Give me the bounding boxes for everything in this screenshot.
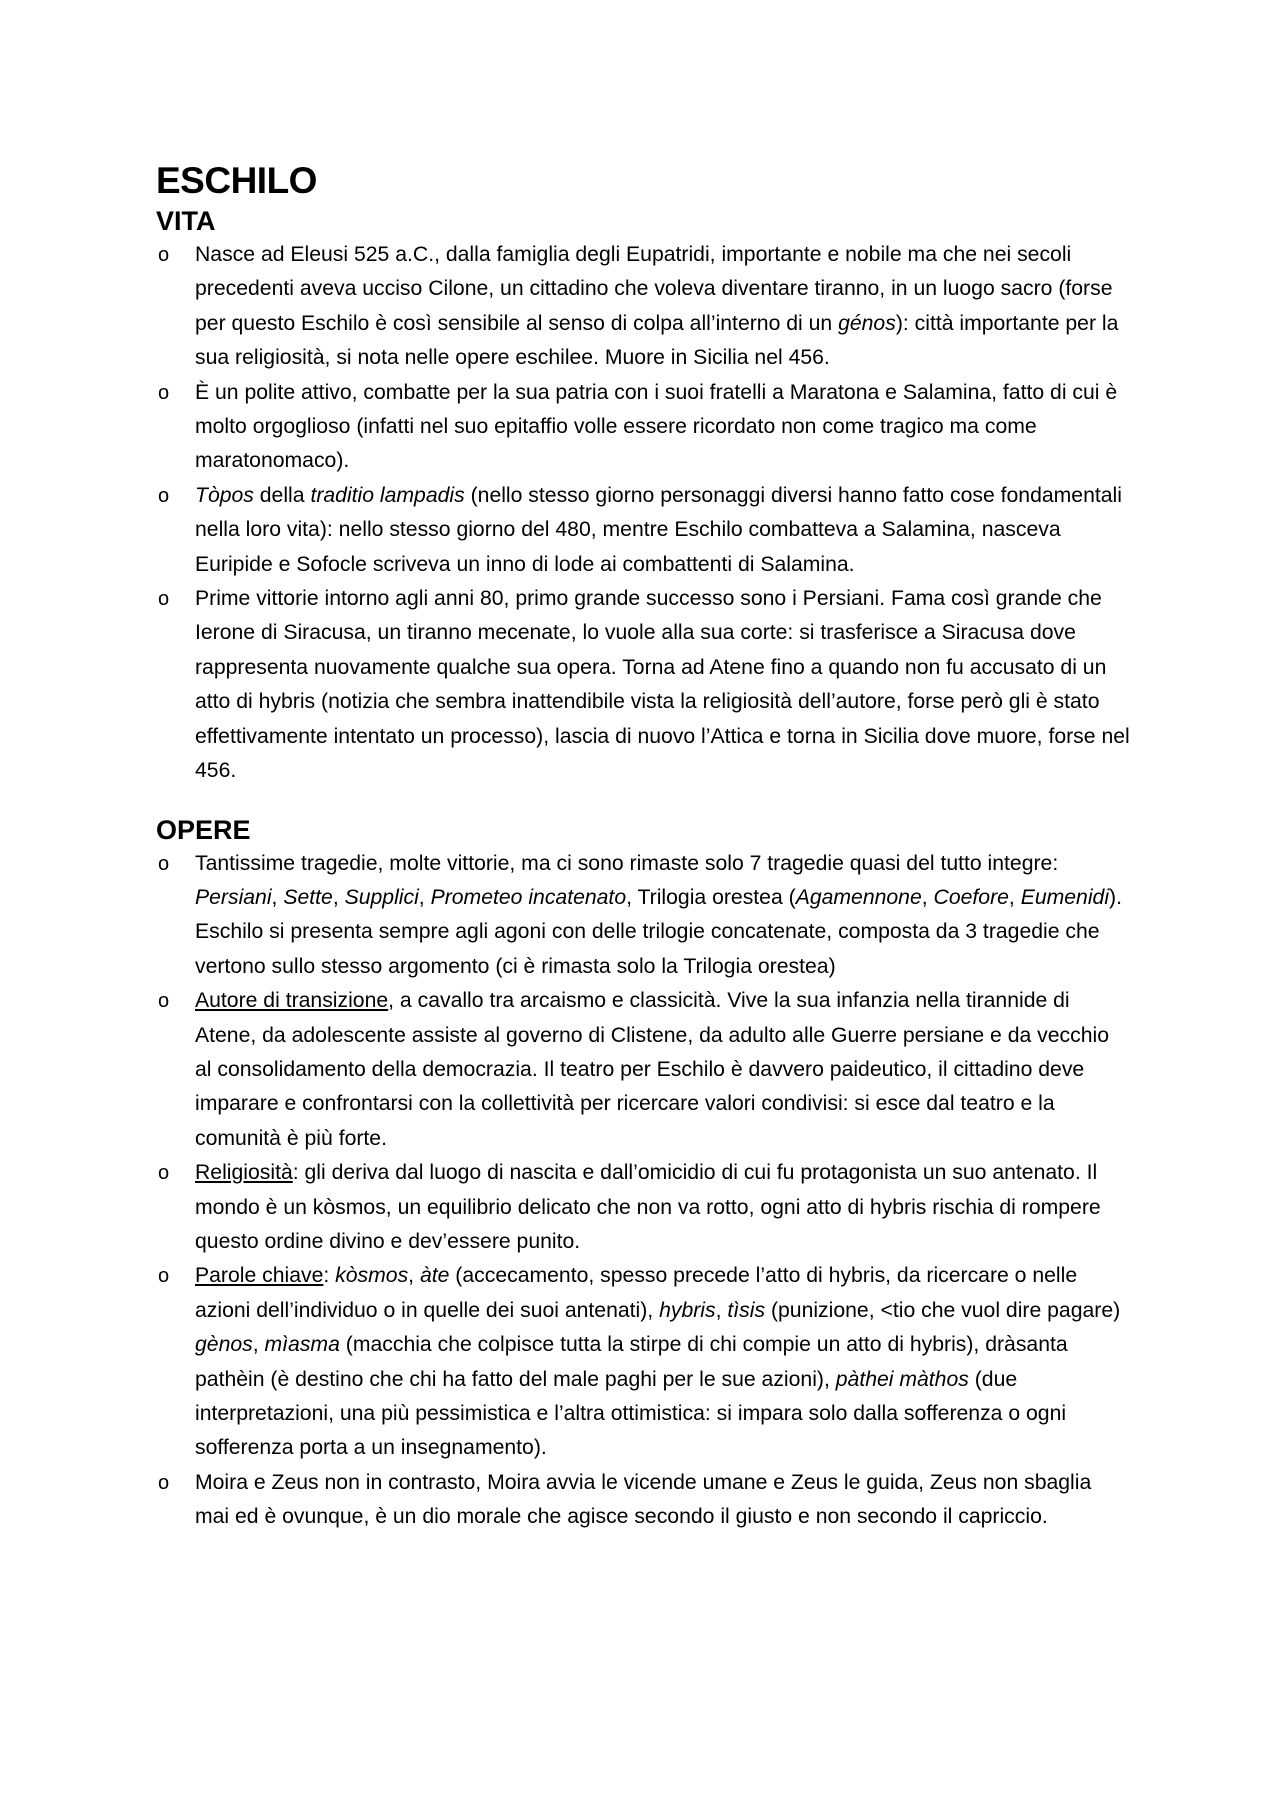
- italic-term: Agamennone: [795, 885, 922, 909]
- italic-term: kòsmos: [335, 1264, 409, 1288]
- italic-term: pàthei màthos: [835, 1367, 969, 1391]
- text-run: Moira e Zeus non in contrasto, Moira avvia le vicende umane e Zeus le guida, Zeus non sbaglia mai ed è ovunque, è un dio morale che agisce secondo il giusto e non secondo il capriccio.: [195, 1470, 1092, 1529]
- text-run: È un polite attivo, combatte per la sua patria con i suoi fratelli a Maratona e Salamina, fatto di cui è molto orgoglioso (infatti nel suo epitaffio volle essere ricordato non come tragico ma come maratonomaco).: [195, 380, 1118, 473]
- text-run: , a cavallo tra arcaismo e classicità. Vive la sua infanzia nella tirannide di Atene, da adolescente assiste al governo di Clistene, da adulto alle Guerre persiane e da vecchio al consolidamento della democrazia. Il teatro per Eschilo è davvero paideutico, il cittadino deve imparare e confrontarsi con la collettività per ricercare valori condivisi: si esce dal teatro e la comunità è più forte.: [195, 989, 1109, 1150]
- section-heading-opere: OPERE: [156, 814, 251, 845]
- opere-list: [156, 847, 1130, 1535]
- bullet-icon: o: [158, 244, 170, 266]
- list-item-text: [195, 1471, 1091, 1528]
- text-run: ,: [921, 885, 934, 909]
- text-run: (due interpretazioni, una più pessimistica e l’altra ottimistica: si impara solo dalla sofferenza o ogni sofferenza porta a un insegnamento).: [195, 1367, 1067, 1460]
- list-item-text: [195, 243, 1118, 369]
- italic-term: Eumenidi: [1020, 885, 1110, 909]
- section-heading-vita: VITA: [156, 206, 216, 236]
- text-run: (macchia che colpisce tutta la stirpe di chi compie un atto di hybris), dràsanta pathèin (è destino che chi ha fatto del male paghi per le sue azioni),: [195, 1333, 1068, 1391]
- italic-term: génos: [838, 311, 896, 335]
- italic-term: hybris: [659, 1298, 716, 1322]
- text-run: , Trilogia orestea (: [626, 885, 796, 909]
- list-item: [156, 1466, 1130, 1535]
- text-run: ,: [332, 885, 345, 909]
- list-item-text: [195, 989, 1109, 1150]
- italic-term: gènos: [195, 1333, 253, 1357]
- text-run: (accecamento, spesso precede l’atto di hybris, da ricercare o nelle azioni dell’individuo o in quelle dei suoi antenati),: [195, 1264, 1078, 1322]
- list-item: [156, 1259, 1130, 1465]
- text-run: (nello stesso giorno personaggi diversi hanno fatto cose fondamentali nella loro vita): nello stesso giorno del 480, mentre Eschilo combatteva a Salamina, nasceva Euripide e Sofocle scriveva un inno di lode ai combattenti di Salamina.: [195, 483, 1122, 576]
- italic-term: Tòpos: [195, 483, 254, 507]
- list-item: [156, 984, 1130, 1156]
- list-item: [156, 1156, 1130, 1259]
- list-item-text: [195, 587, 1130, 782]
- text-run: ,: [715, 1298, 728, 1322]
- text-run: Prime vittorie intorno agli anni 80, primo grande successo sono i Persiani. Fama così grande che Ierone di Siracusa, un tiranno mecenate, lo vuole alla sua corte: si trasferisce a Siracusa dove rappresenta nuovamente qualche sua opera. Torna ad Atene fino a quando non fu accusato di un atto di hybris (notizia che sembra inattendibile vista la religiosità dell’autore, forse però gli è stato effettivamente intentato un processo), lascia di nuovo l’Attica e torna in Sicilia dove muore, forse nel 456.: [195, 587, 1130, 783]
- italic-term: traditio lampadis: [310, 483, 465, 507]
- text-run: Nasce ad Eleusi 525 a.C., dalla famiglia degli Eupatridi, importante e nobile ma che nei secoli precedenti aveva ucciso Cilone, un cittadino che voleva diventare tiranno, in un luogo sacro (forse per questo Eschilo è così sensibile al senso di colpa all’interno di un: [195, 243, 1113, 335]
- list-item-text: [195, 484, 1122, 576]
- bullet-icon: o: [158, 484, 170, 507]
- bullet-icon: o: [158, 990, 170, 1013]
- italic-term: Persiani: [195, 885, 272, 909]
- text-run: ,: [252, 1333, 265, 1357]
- underlined-term: Religiosità: [195, 1161, 293, 1185]
- list-item: [156, 847, 1130, 985]
- text-run: (punizione, <tio che vuol dire pagare): [765, 1298, 1121, 1322]
- underlined-term: Autore di transizione: [195, 989, 389, 1013]
- list-item: [156, 479, 1130, 582]
- text-run: della: [253, 483, 311, 507]
- document-title: ESCHILO: [156, 160, 317, 201]
- list-item: [156, 376, 1130, 479]
- italic-term: Prometeo incatenato: [430, 885, 627, 909]
- vita-list: [156, 238, 1130, 789]
- text-run: :: [323, 1264, 336, 1288]
- bullet-icon: o: [158, 588, 170, 611]
- list-item-text: [195, 852, 1122, 978]
- list-item-text: [195, 1161, 1101, 1253]
- text-run: Tantissime tragedie, molte vittorie, ma ci sono rimaste solo 7 tragedie quasi del tutto integre:: [195, 851, 1059, 875]
- text-run: ,: [408, 1264, 420, 1288]
- text-run: ,: [271, 885, 284, 909]
- list-item: [156, 238, 1130, 376]
- text-run: ,: [1008, 885, 1021, 909]
- bullet-icon: o: [158, 1471, 170, 1494]
- text-run: ,: [418, 885, 431, 909]
- italic-term: Supplici: [344, 885, 419, 909]
- list-item-text: [195, 1264, 1120, 1459]
- italic-term: tìsis: [727, 1298, 766, 1322]
- italic-term: Sette: [283, 885, 333, 909]
- italic-term: àte: [419, 1264, 450, 1288]
- text-run: ). Eschilo si presenta sempre agli agoni con delle trilogie concatenate, composta da 3 tragedie che vertono sullo stesso argomento (ci è rimasta solo la Trilogia orestea): [195, 885, 1122, 978]
- bullet-icon: o: [158, 1162, 170, 1185]
- list-item: [156, 582, 1130, 788]
- text-run: ): città importante per la sua religiosità, si nota nelle opere eschilee. Muore in Sicilia nel 456.: [195, 311, 1119, 370]
- bullet-icon: o: [158, 852, 170, 875]
- italic-term: Coefore: [933, 885, 1009, 909]
- list-item-text: [195, 381, 1117, 473]
- text-run: : gli deriva dal luogo di nascita e dall’omicidio di cui fu protagonista un suo antenato. Il mondo è un kòsmos, un equilibrio delicato che non va rotto, ogni atto di hybris rischia di rompere questo ordine divino e dev’essere punito.: [195, 1161, 1101, 1253]
- bullet-icon: o: [158, 381, 170, 404]
- underlined-term: Parole chiave: [195, 1264, 324, 1288]
- italic-term: mìasma: [264, 1333, 340, 1357]
- bullet-icon: o: [158, 1265, 170, 1288]
